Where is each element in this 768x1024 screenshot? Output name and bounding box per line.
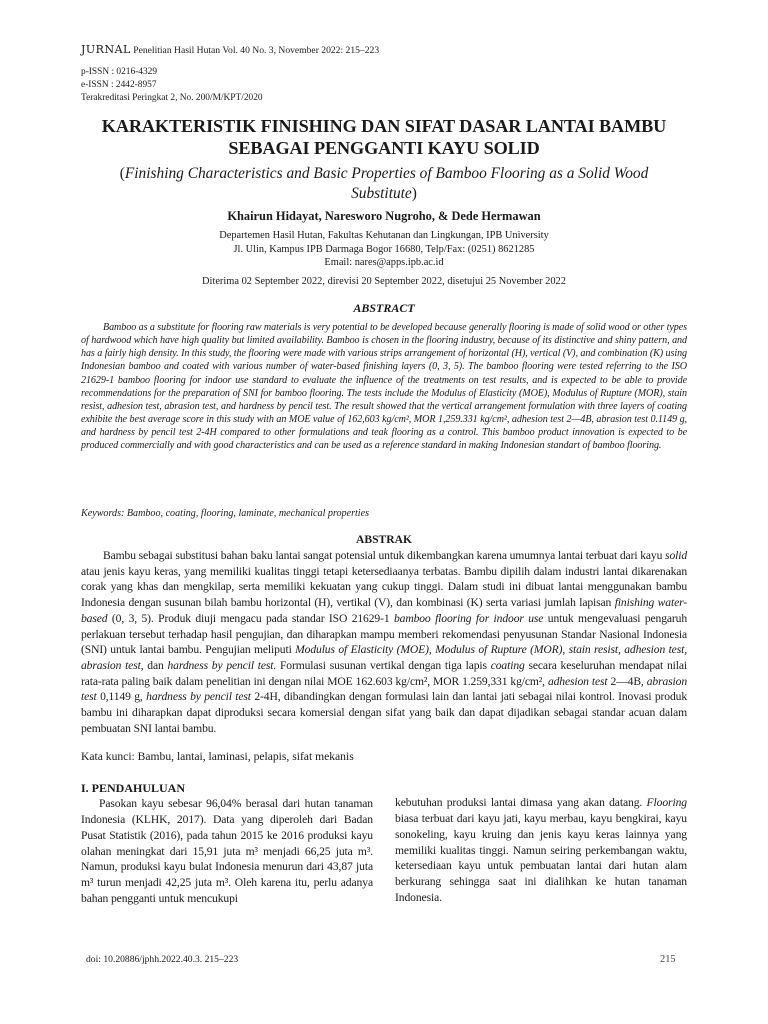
authors: Khairun Hidayat, Naresworo Nugroho, & Dede Hermawan [227,209,541,223]
abstrak-text: untuk mengevaluasi pengaruh perlakuan tersebut terhadap hasil pengujian, dan diharapkan mampu memberi rekomendasi penyusunan Standar Nasional Indonesia (SNI) untuk lantai bambu. Pengujian meliputi [81,611,687,657]
eissn: e-ISSN : 2442-8957 [81,80,157,90]
keywords: Keywords: Bamboo, coating, flooring, laminate, mechanical properties [81,508,370,519]
affiliation-line-1: Departemen Hasil Hutan, Fakultas Kehutanan dan Lingkungan, IPB University [219,230,549,241]
accreditation: Terakreditasi Peringkat 2, No. 200/M/KPT/2020 [81,92,263,103]
submission-dates: Diterima 02 September 2022, direvisi 20 September 2022, disetujui 25 November 2022 [202,276,566,287]
intro-text: kebutuhan produksi lantai dimasa yang akan datang. [395,796,643,809]
abstrak-text: 0,1149 g, [96,690,147,704]
abstrak-italic: bamboo flooring for indoor use [393,611,544,625]
abstract-body: Bamboo as a substitute for flooring raw materials is very potential to be developed because generally flooring is made of solid wood or other types of hardwood which have high quality but limited availability. Bamboo is chosen in the flooring industry, because of its distinctive and shiny pattern, and has a fairly high density. In this study, the flooring were made with various strips arrangement of horizontal (H), vertical (V), and combination (K) using Indonesian bamboo and coated with various number of water-based finishing layers (0, 3, 5). The bamboo flooring were tested referring to the ISO 21629-1 bamboo flooring for indoor use standard to evaluate the influence of the treatments on test results, and is expected to be able to provide recommendations for the preparation of SNI for bamboo flooring. The tests include the Modulus of Elasticity (MOE), Modulus of Rupture (MOR), stain resist, adhesion test, abrasion test, and hardness by pencil test. The result showed that the vertical arrangement formulation with three layers of coating exhibite the best average score in this study with an MOE value of 162,603 kg/cm², MOR 1,259.331 kg/cm², adhesion test 2—4B, abrasion test 0.1149 g, and hardness by pencil test 2-4H compared to other formulations and teak flooring as a control. This bamboo product innovation is expected to be produced commercially and with good characteristics and can be used as a reference standard in making Indonesian standart of bamboo flooring. [81,322,687,452]
abstrak-text: atau jenis kayu keras, yang memiliki kualitas tinggi tetapi ketersediaanya terbatas. Bambu dipilih dalam industri lantai dikarenakan corak yang khas dan mengkilap, serta memiliki kekuatan yang cukup tinggi. Dalam studi ini dibuat lantai menggunakan bambu Indonesia dengan susunan bilah bambu horizontal (H), vertikal (V), dan kombinasi (K) serta variasi jumlah lapisan [81,564,687,610]
abstrak-italic: coating [490,658,525,672]
intro-paragraph: Pasokan kayu sebesar 96,04% berasal dari hutan tanaman Indonesia (KLHK, 2017). Data yang diperoleh dari Badan Pusat Statistik (2016), pada tahun 2015 ke 2016 produksi kayu olahan meningkat dari 15,91 juta m³ menjadi 66,25 juta m³. Namun, produksi kayu bulat Indonesia menurun dari 43,87 juta m³ turun menjadi 42,25 juta m³. Oleh karena itu, perlu adanya bahan pengganti untuk mencukupi [81,797,373,906]
abstrak-italic: adhesion test [547,674,608,688]
paper-title: KARAKTERISTIK FINISHING DAN SIFAT DASAR LANTAI BAMBU SEBAGAI PENGGANTI KAYU SOLID [101,116,667,159]
abstrak-italic: hardness by pencil test. [167,658,277,672]
abstrak-italic: solid [665,549,687,562]
abstrak-text: (0, 3, 5). Produk diuji mengacu pada standar ISO 21629-1 [107,611,394,625]
abstrak-italic: finishing water-based [81,596,687,625]
page-number: 215 [660,954,676,965]
intro-right-column [395,795,687,906]
journal-header [81,44,701,104]
doi: doi: 10.20886/jphh.2022.40.3. 215–223 [86,954,239,965]
pissn: p-ISSN : 0216-4329 [81,67,158,78]
paper-subtitle [92,164,676,204]
affiliation-email: Email: nares@apps.ipb.ac.id [324,257,444,269]
intro-heading: I. PENDAHULUAN [81,781,186,795]
intro-continued [395,795,687,906]
abstrak-body [81,548,687,736]
abstrak-heading: ABSTRAK [355,533,413,546]
abstrak-italic: hardness by pencil test [146,690,251,704]
subtitle-text: Finishing Characteristics and Basic Properties of Bamboo Flooring as a Solid Wood Substitute [124,165,649,202]
intro-italic: Flooring [646,796,687,809]
abstrak-text: dan [143,658,168,672]
subtitle-close: ) [411,184,417,202]
abstrak-italic: abrasion test [81,674,688,704]
affiliation-line-2: Jl. Ulin, Kampus IPB Darmaga Bogor 16680, Telp/Fax: (0251) 8621285 [233,243,535,255]
abstrak-text: secara keseluruhan mendapat nilai rata-rata paling baik dalam penelitian ini dengan nilai MOE 162.603 kg/cm², MOR 1.259,331 kg/cm², [81,658,687,688]
abstrak-text: 2-4H, dibandingkan dengan formulasi lain dan lantai jati sebagai nilai kontrol. Inovasi produk bambu ini diharapkan dapat diproduksi secara komersial dengan sifat yang baik dan dapat dijadikan sebagai standar acuan dalam pembuatan SNI lantai bambu. [81,690,688,735]
kata-kunci: Kata kunci: Bambu, lantai, laminasi, pelapis, sifat mekanis [81,750,354,763]
subtitle-open: ( [119,165,125,182]
abstrak-italic: Modulus of Elasticity (MOE), Modulus of Rupture (MOR), stain resist, adhesion test, abrasion test, [81,643,687,672]
abstrak-text: 2—4B, [607,674,647,688]
journal-word: JURNAL [81,43,131,56]
journal-citation: Penelitian Hasil Hutan Vol. 40 No. 3, November 2022: 215–223 [133,45,380,56]
abstract-heading: ABSTRACT [353,301,415,315]
abstrak-text: Bambu sebagai substitusi bahan baku lantai sangat potensial untuk dikembangkan karena umumnya lantai terbuat dari kayu [103,549,666,562]
abstrak-text: Formulasi susunan vertikal dengan tiga lapis [276,658,491,672]
intro-left-column [81,780,373,907]
intro-text: biasa terbuat dari kayu jati, kayu merbau, kayu bengkirai, kayu sonokeling, kayu kruing dan jenis kayu keras lainnya yang memiliki kualitas tinggi. Namun seiring perkembangan waktu, ketersediaan kayu untuk pembuatan lantai dari hutan alam berkurang sehingga saat ini dialihkan ke hutan tanaman Indonesia. [395,811,687,905]
affiliation [80,229,688,270]
